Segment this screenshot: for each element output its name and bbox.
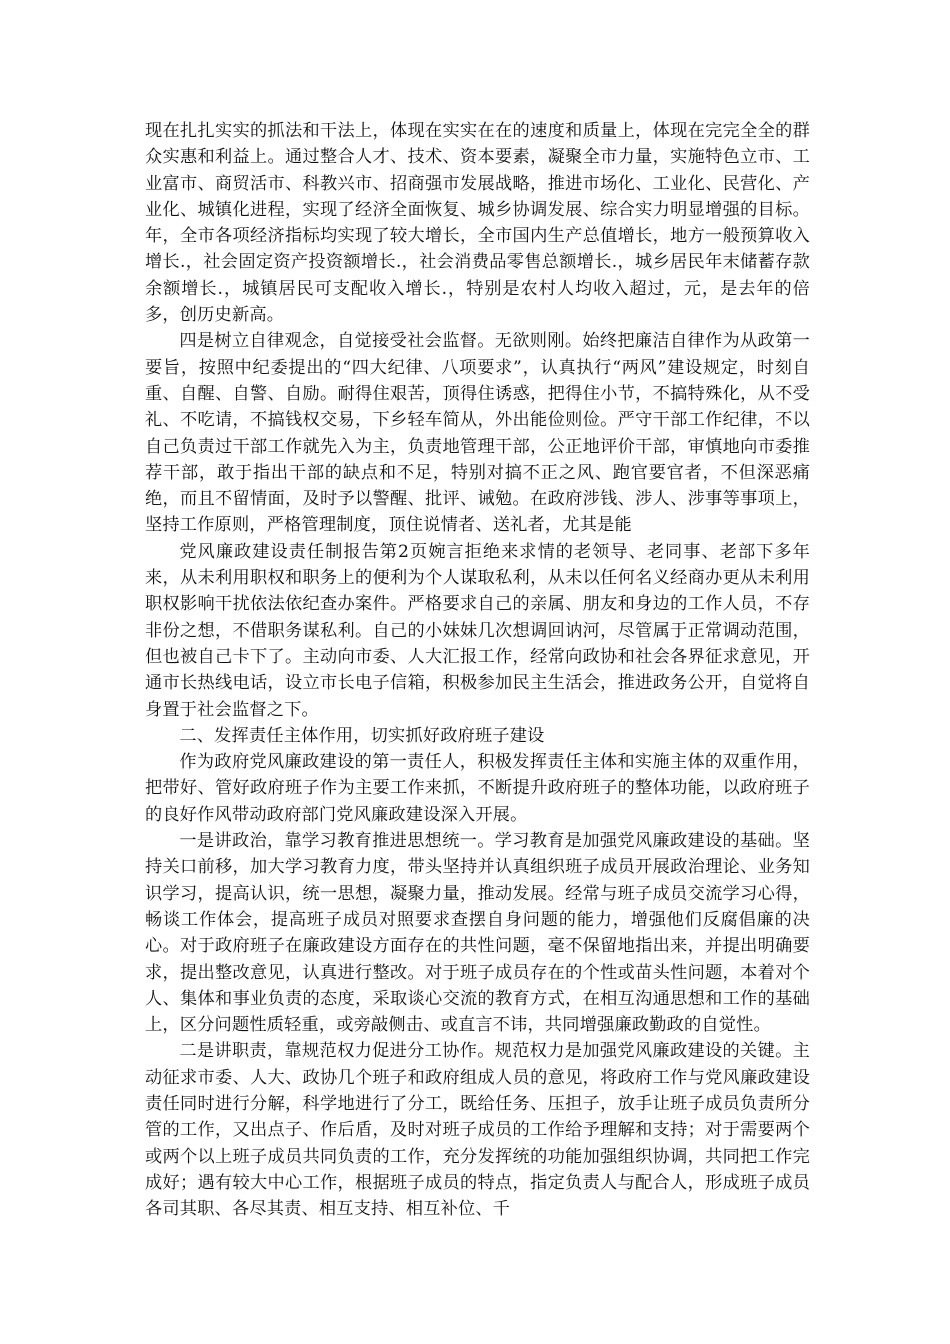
paragraph-self-discipline: 四是树立自律观念，自觉接受社会监督。无欲则刚。始终把廉洁自律作为从政第一要旨，按照中纪委提出的“四大纪律、八项要求”，认真执行“两风”建设规定，时刻自重、自醒、自警、自励。耐得住艰苦，顶得住诱惑，把得住小节，不搞特殊化，从不受礼、不吃请，不搞钱权交易，下乡轻车简从，外出能俭则俭。严守干部工作纪律，不以自己负责过干部工作就先入为主，负责地管理干部，公正地评价干部，审慎地向市委推荐干部，敢于指出干部的缺点和不足，特别对搞不正之风、跑官要官者，不但深恶痛绝，而且不留情面，及时予以警醒、批评、诫勉。在政府涉钱、涉人、涉事等事项上，坚持工作原则，严格管理制度，顶住说情者、送礼者，尤其是能 (145, 331, 810, 536)
section-heading-2: 二、发挥责任主体作用，切实抓好政府班子建设 (179, 725, 545, 746)
paragraph-page-2: 党风廉政建设责任制报告第2页婉言拒绝来求情的老领导、老同事、老部下多年来，从未利用职权和职务上的便利为个人谋取私利，从未以任何名义经商办更从未利用职权影响干扰依法依纪查办案件。严格要求自己的亲属、朋友和身边的工作人员，不存非份之想，不借职务谋私利。自己的小妹妹几次想调回讷河，尽管属于正常调动范围，但也被自己卡下了。主动向市委、人大汇报工作，经常向政协和社会各界征求意见，开通市长热线电话，设立市长电子信箱，积极参加民主生活会，推进政务公开，自觉将自身置于社会监督之下。 (145, 541, 810, 720)
paragraph-economy: 现在扎扎实实的抓法和干法上，体现在实实在在的速度和质量上，体现在完完全全的群众实惠和利益上。通过整合人才、技术、资本要素，凝聚全市力量，实施特色立市、工业富市、商贸活市、科教兴市、招商强市发展战略，推进市场化、工业化、民营化、产业化、城镇化进程，实现了经济全面恢复、城乡协调发展、综合实力明显增强的目标。年，全市各项经济指标均实现了较大增长，全市国内生产总值增长，地方一般预算收入增长.，社会固定资产投资额增长.，社会消费品零售总额增长.，城乡居民年末储蓄存款余额增长.，城镇居民可支配收入增长.，特别是农村人均收入超过，元，是去年的倍多，创历史新高。 (145, 121, 810, 326)
paragraph-duties: 二是讲职责，靠规范权力促进分工协作。规范权力是加强党风廉政建设的关键。主动征求市委、人大、政协几个班子和政府组成人员的意见，将政府工作与党风廉政建设责任同时进行分解，科学地进行了分工，既给任务、压担子，放手让班子成员负责所分管的工作，又出点子、作后盾，及时对班子成员的工作给予理解和支持；对于需要两个或两个以上班子成员共同负责的工作，充分发挥统的功能加强组织协调，共同把工作完成好；遇有较大中心工作，根据班子成员的特点，指定负责人与配合人，形成班子成员各司其职、各尽其责、相互支持、相互补位、千 (145, 1041, 810, 1220)
document-body (145, 118, 810, 1222)
paragraph-responsibility: 作为政府党风廉政建设的第一责任人，积极发挥责任主体和实施主体的双重作用，把带好、管好政府班子作为主要工作来抓，不断提升政府班子的整体功能，以政府班子的良好作风带动政府部门党风廉政建设深入开展。 (145, 752, 810, 825)
paragraph-politics: 一是讲政治，靠学习教育推进思想统一。学习教育是加强党风廉政建设的基础。坚持关口前移，加大学习教育力度，带头坚持并认真组织班子成员开展政治理论、业务知识学习，提高认识，统一思想，凝聚力量，推动发展。经常与班子成员交流学习心得，畅谈工作体会，提高班子成员对照要求查摆自身问题的能力，增强他们反腐倡廉的决心。对于政府班子在廉政建设方面存在的共性问题，毫不保留地指出来，并提出明确要求，提出整改意见，认真进行整改。对于班子成员存在的个性或苗头性问题，本着对个人、集体和事业负责的态度，采取谈心交流的教育方式，在相互沟通思想和工作的基础上，区分问题性质轻重，或旁敲侧击、或直言不讳，共同增强廉政勤政的自觉性。 (145, 831, 810, 1036)
